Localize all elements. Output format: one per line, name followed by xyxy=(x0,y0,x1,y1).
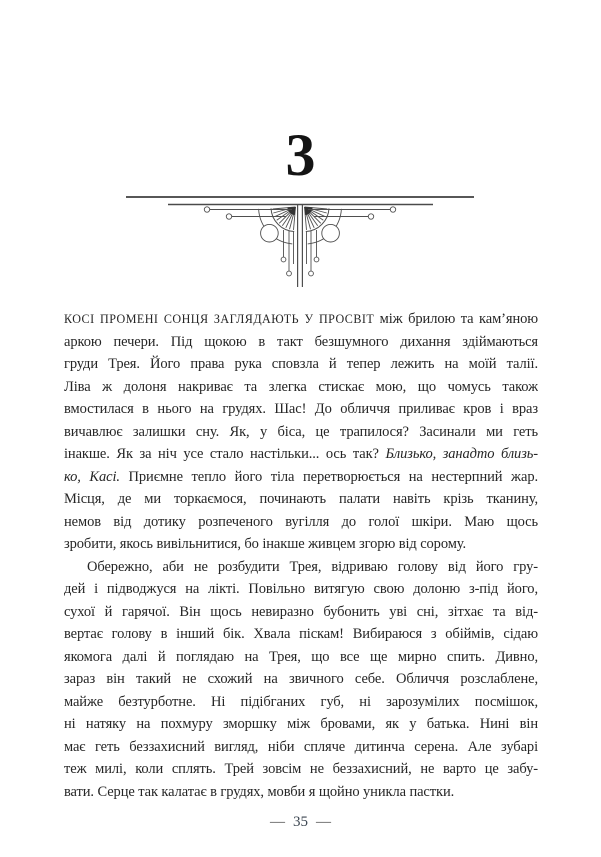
text-segment: аркою печери. Під щокою в такт безшумного дихання здіймаються xyxy=(64,333,538,350)
text-segment: вати. Серце так калатає в грудях, мовби я щойно уникла пастки. xyxy=(64,783,455,800)
text-line xyxy=(64,758,538,781)
text-segment: вичавлює залишки сну. Як, у біса, це трапилося? Засинали ми геть xyxy=(64,423,538,440)
page-number xyxy=(0,812,601,832)
text-line xyxy=(64,421,538,444)
text-segment: Місця, де ми торкаємося, починають палати навіть крізь тканину, xyxy=(64,491,538,507)
text-segment: теж милі, коли сплять. Трей зовсім не беззахисний, не варто це забу- xyxy=(64,761,538,777)
chapter-divider-ornament xyxy=(120,194,480,294)
text-line xyxy=(64,353,538,376)
folio-number: 35 xyxy=(293,814,308,830)
text-segment: немов від дотику розпеченого вугілля до голої шкіри. Маю щось xyxy=(64,513,538,530)
text-segment: зробити, якось вивільнитися, бо інакше живцем згорю від сорому. xyxy=(64,536,467,552)
text-segment: інакше. Як за ніч усе стало настільки... ось так? xyxy=(64,446,386,462)
text-line xyxy=(64,556,538,579)
text-segment: сухої й гарячої. Він щось невиразно бубонить уві сні, зітхає та від- xyxy=(64,603,538,620)
text-segment-caps: КОСІ ПРОМЕНІ СОНЦЯ ЗАГЛЯДАЮТЬ У ПРОСВІТ xyxy=(64,312,375,326)
text-segment: дей і підводжуся на лікті. Повільно витягую свою долоню з-під його, xyxy=(64,581,538,597)
text-line xyxy=(64,466,538,489)
body-text xyxy=(64,308,538,803)
text-segment: груди Трея. Його права рука сповзла й тепер лежить на моїй талії. xyxy=(64,356,538,372)
text-line xyxy=(64,781,538,804)
text-line xyxy=(64,488,538,511)
text-segment: зараз він такий не схожий на звичного себе. Обличчя розслаблене, xyxy=(64,671,538,687)
art-deco-divider-icon xyxy=(120,194,480,294)
text-line xyxy=(64,601,538,624)
text-segment: майже безтурботне. Ні підібганих губ, ні зарозумілих посмішок, xyxy=(64,693,538,710)
text-line xyxy=(64,623,538,646)
text-line xyxy=(64,511,538,534)
text-line xyxy=(64,533,538,556)
text-line xyxy=(64,691,538,714)
text-line xyxy=(64,578,538,601)
text-line xyxy=(64,376,538,399)
chapter-number: 3 xyxy=(285,122,316,188)
text-segment-italic: Близько, занадто близь- xyxy=(385,446,538,462)
text-line xyxy=(64,331,538,354)
text-segment: Обережно, аби не розбудити Трея, відриваю голову від його гру- xyxy=(87,558,538,575)
text-segment: якомога далі й поглядаю на Трея, що все ще мирно спить. Дивно, xyxy=(64,648,538,665)
text-segment: має геть беззахисний вигляд, ніби спляче дитинча серена. Але зубарі xyxy=(64,738,538,755)
folio-left-dash: — xyxy=(270,814,285,830)
folio-right-dash: — xyxy=(316,814,331,830)
text-line xyxy=(64,308,538,331)
text-line xyxy=(64,443,538,466)
text-line xyxy=(64,398,538,421)
text-segment: Приємне тепло його тіла перетворюється на нестерпний жар. xyxy=(119,468,538,485)
text-segment: вмостилася в нього на грудях. Шас! До обличчя приливає кров і враз xyxy=(64,401,538,417)
text-line xyxy=(64,713,538,736)
text-segment: ні натяку на похмуру зморшку між бровами, як у батька. Нині він xyxy=(64,716,538,732)
text-line xyxy=(64,736,538,759)
text-segment-italic: ко, Касі. xyxy=(64,468,120,485)
text-segment: між брилою та кам’яною xyxy=(374,311,538,327)
text-line xyxy=(64,668,538,691)
text-segment: вертає голову в інший бік. Хвала піскам! Вибираюся з обіймів, сідаю xyxy=(64,626,538,642)
text-segment: Ліва ж долоня накриває та злегка стискає мою, що чомусь також xyxy=(64,378,538,395)
text-line xyxy=(64,646,538,669)
